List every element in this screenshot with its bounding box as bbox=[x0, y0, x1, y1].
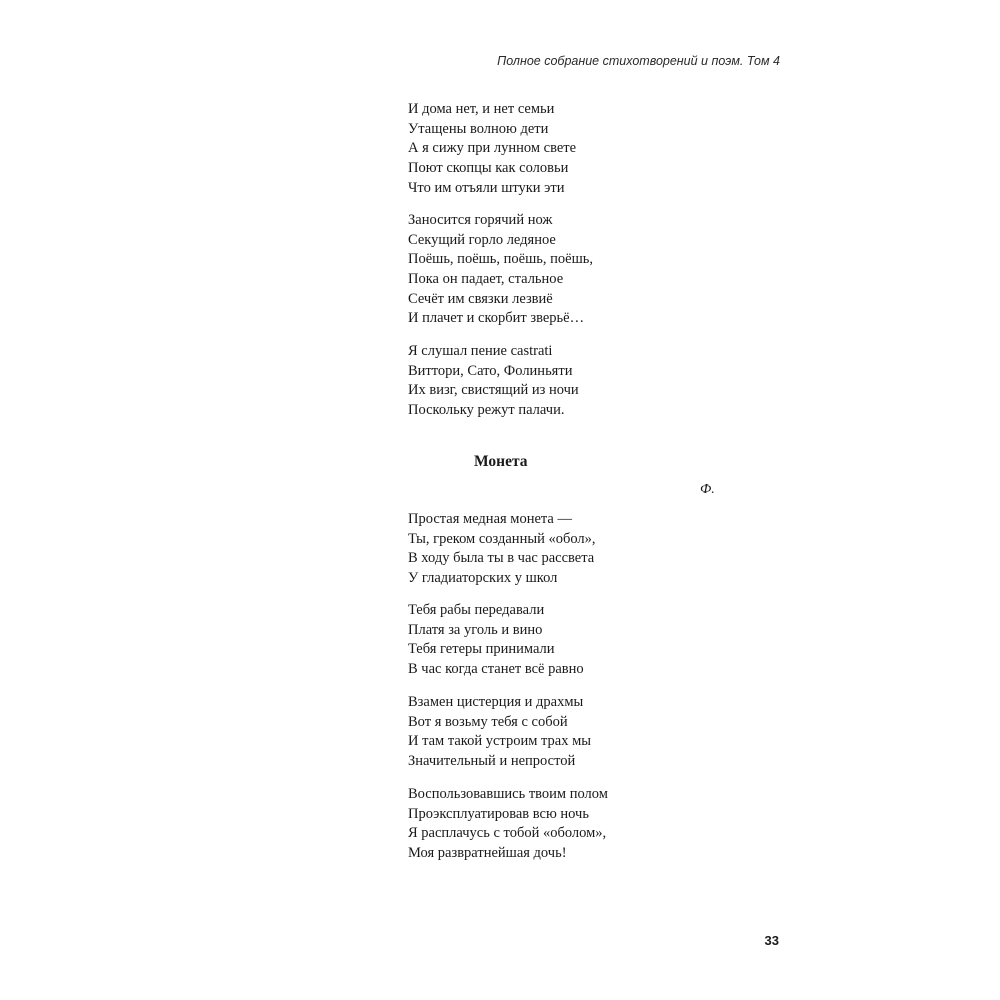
stanza bbox=[408, 601, 584, 680]
verse-line: Простая медная монета — bbox=[408, 511, 572, 527]
verse-line: Поёшь, поёшь, поёшь, поёшь, bbox=[408, 251, 593, 268]
verse-line: Сечёт им связки лезвиё bbox=[408, 290, 553, 307]
verse-line: Поют скопцы как соловьи bbox=[408, 160, 569, 177]
verse-line: Я слушал пение castrati bbox=[408, 343, 553, 359]
verse-line: Значительный и непростой bbox=[408, 753, 576, 770]
verse-line: Воспользовавшись твоим полом bbox=[408, 786, 608, 802]
verse-line: Секущий горло ледяное bbox=[408, 231, 556, 248]
verse-line: В час когда станет всё равно bbox=[408, 661, 584, 678]
verse-line: У гладиаторских у школ bbox=[408, 570, 558, 587]
verse-line: И плачет и скорбит зверьё… bbox=[408, 310, 585, 327]
stanza bbox=[408, 211, 593, 329]
verse-line: Поскольку режут палачи. bbox=[408, 402, 565, 419]
verse-line: Их визг, свистящий из ночи bbox=[408, 382, 579, 399]
verse-line: В ходу была ты в час рассвета bbox=[408, 550, 595, 567]
verse-line: И там такой устроим трах мы bbox=[408, 733, 591, 750]
verse-line: Проэксплуатировав всю ночь bbox=[408, 805, 589, 822]
poem-title: Монета bbox=[474, 453, 528, 470]
verse-line: Платя за уголь и вино bbox=[408, 621, 543, 638]
stanza bbox=[408, 693, 591, 772]
running-head: Полное собрание стихотворений и поэм. Том 4 bbox=[497, 54, 780, 68]
verse-line: Моя развратнейшая дочь! bbox=[408, 845, 567, 862]
verse-line: И дома нет, и нет семьи bbox=[408, 101, 555, 117]
verse-line: Виттори, Сато, Фолиньяти bbox=[408, 362, 573, 379]
verse-line: Взамен цистерция и драхмы bbox=[408, 694, 584, 710]
stanza bbox=[408, 342, 579, 421]
verse-line: Тебя рабы передавали bbox=[408, 602, 545, 618]
verse-line: Заносится горячий нож bbox=[408, 212, 553, 228]
stanza bbox=[408, 510, 596, 589]
stanza bbox=[408, 785, 608, 864]
dedication: Ф. bbox=[700, 482, 715, 497]
verse-line: Вот я возьму тебя с собой bbox=[408, 713, 568, 730]
verse-line: Тебя гетеры принимали bbox=[408, 641, 555, 658]
verse-line: Утащены волною дети bbox=[408, 120, 549, 137]
verse-line: А я сижу при лунном свете bbox=[408, 140, 577, 157]
page-number: 33 bbox=[764, 933, 779, 948]
verse-line: Пока он падает, стальное bbox=[408, 271, 564, 288]
verse-line: Я расплачусь с тобой «оболом», bbox=[408, 825, 607, 842]
verse-line: Ты, греком созданный «обол», bbox=[408, 530, 596, 547]
stanza bbox=[408, 100, 576, 198]
verse-line: Что им отъяли штуки эти bbox=[408, 179, 565, 196]
